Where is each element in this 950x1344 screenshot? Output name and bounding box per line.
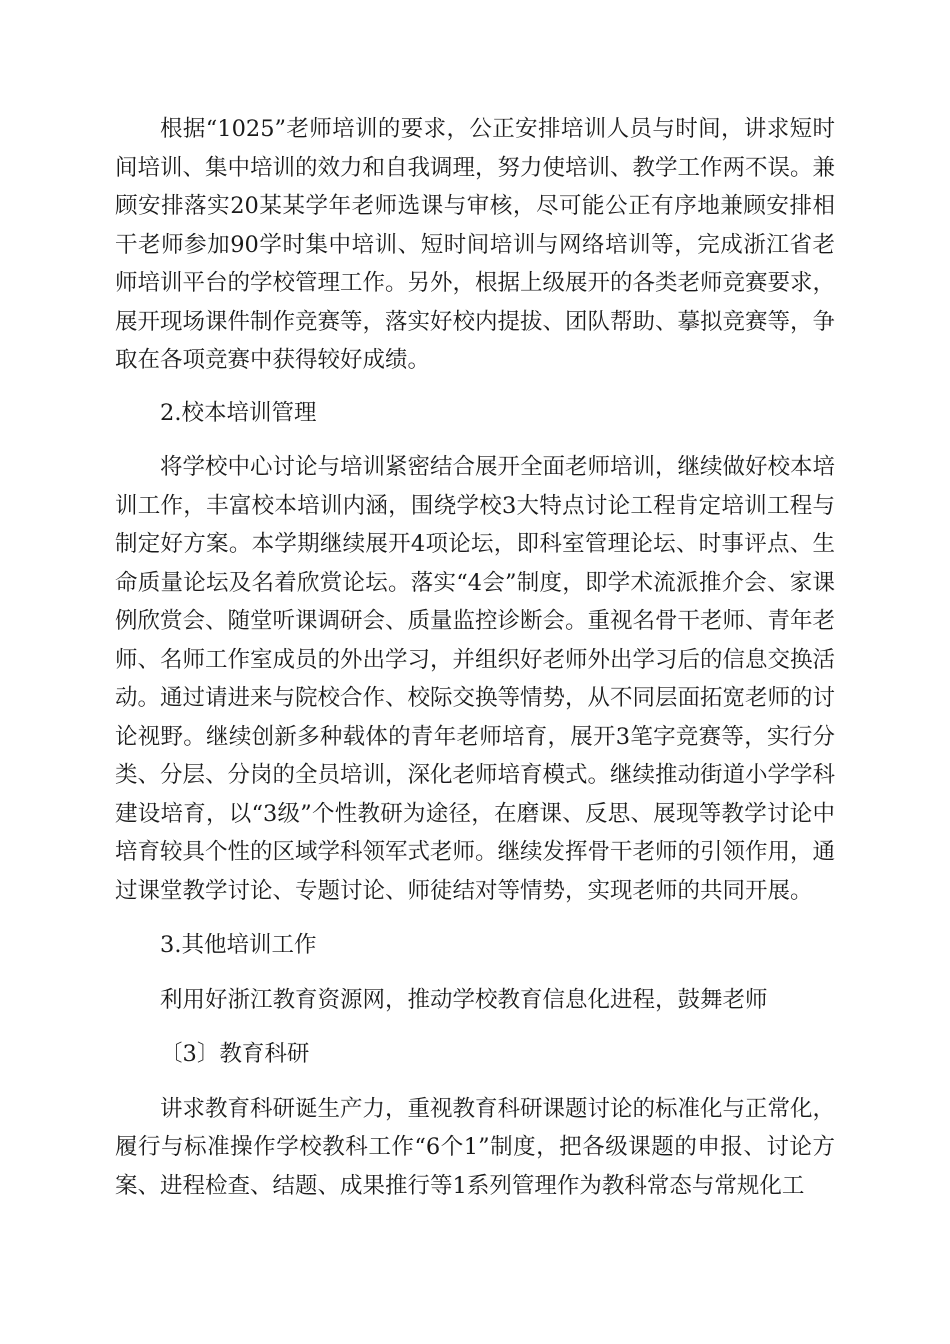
section-heading: 3.其他培训工作	[160, 932, 317, 958]
paragraph: 将学校中心讨论与培训紧密结合展开全面老师培训，继续做好校本培训工作，丰富校本培训内涵，围绕学校3大特点讨论工程肯定培训工程与制定好方案。本学期继续展开4项论坛，即科室管理论坛、时事评点、生命质量论坛及名着欣赏论坛。落实“4会”制度，即学术流派推介会、家课例欣赏会、随堂听课调研会、质量监控诊断会。重视名骨干老师、青年老师、名师工作室成员的外出学习，并组织好老师外出学习后的信息交换活动。通过请进来与院校合作、校际交换等情势，从不同层面拓宽老师的讨论视野。继续创新多种载体的青年老师培育，展开3笔字竞赛等，实行分类、分层、分岗的全员培训，深化老师培育模式。继续推动街道小学学科建设培育，以“3级”个性教研为途径，在磨课、反思、展现等教学讨论中培育较具个性的区域学科领军式老师。继续发挥骨干老师的引领作用，通过课堂教学讨论、专题讨论、师徒结对等情势，实现老师的共同开展。	[115, 454, 836, 904]
document-body	[115, 110, 835, 1205]
paragraph: 讲求教育科研诞生产力，重视教育科研课题讨论的标准化与正常化，履行与标准操作学校教科工作“6个1”制度，把各级课题的申报、讨论方案、进程检查、结题、成果推行等1系列管理作为教科常态与常规化工	[115, 1095, 836, 1199]
section-heading: 〔3〕教育科研	[160, 1041, 310, 1067]
paragraph: 利用好浙江教育资源网，推动学校教育信息化进程，鼓舞老师	[160, 986, 768, 1013]
paragraph: 根据“1025”老师培训的要求，公正安排培训人员与时间，讲求短时间培训、集中培训的效力和自我调理，努力使培训、教学工作两不误。兼顾安排落实20某某学年老师选课与审核，尽可能公正有序地兼顾安排相干老师参加90学时集中培训、短时间培训与网络培训等，完成浙江省老师培训平台的学校管理工作。另外，根据上级展开的各类老师竞赛要求，展开现场课件制作竞赛等，落实好校内提拔、团队帮助、摹拟竞赛等，争取在各项竞赛中获得较好成绩。	[115, 116, 836, 373]
section-heading: 2.校本培训管理	[160, 399, 317, 426]
